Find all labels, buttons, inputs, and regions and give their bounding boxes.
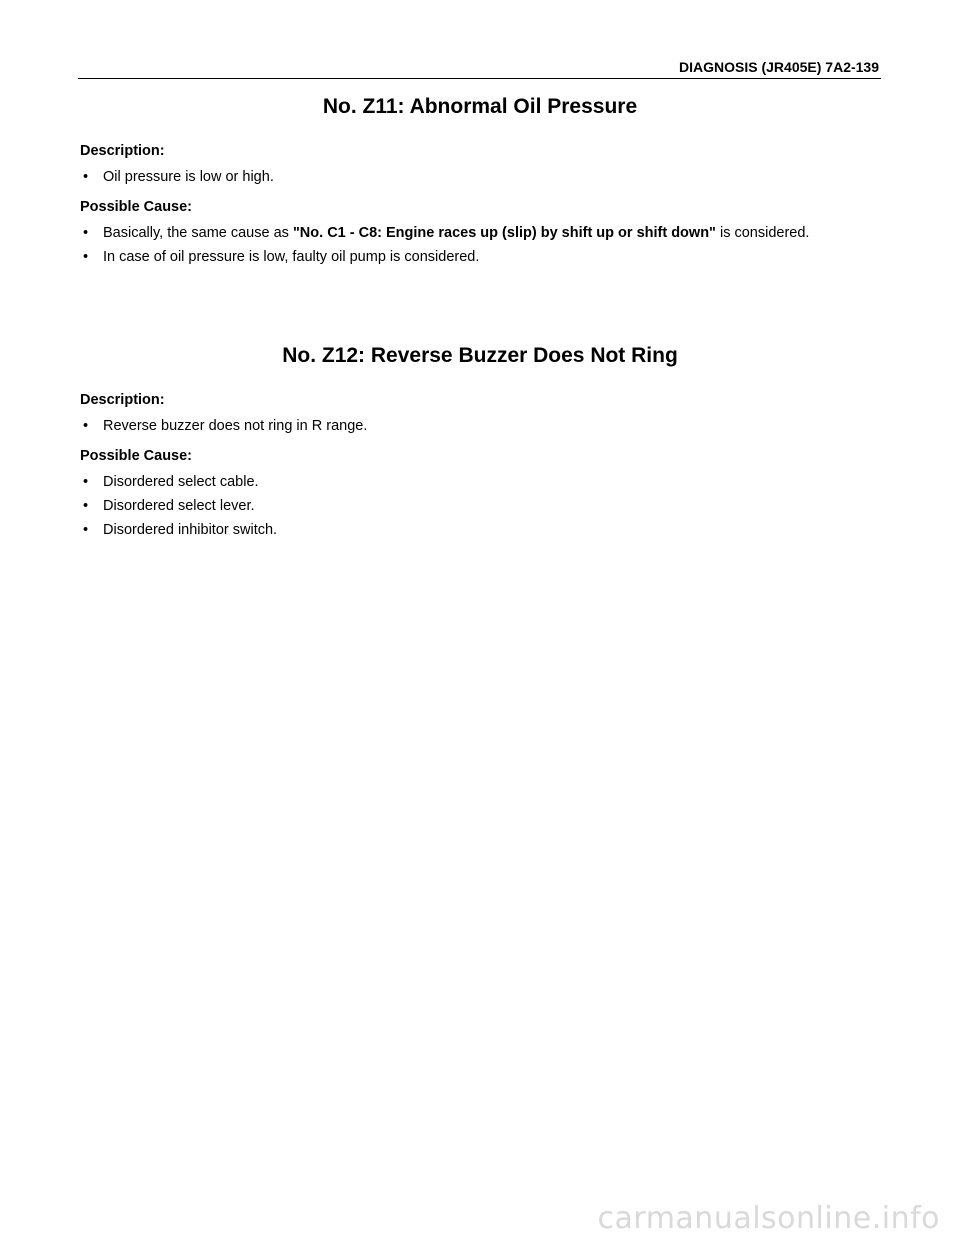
list-item (80, 224, 880, 242)
list-item (80, 168, 880, 186)
cause-list (80, 473, 880, 539)
bullet-icon: • (83, 498, 89, 514)
bullet-icon: • (83, 522, 89, 538)
description-list (80, 168, 880, 186)
section-z12 (80, 343, 880, 551)
section-title: No. Z12: Reverse Buzzer Does Not Ring (282, 344, 678, 367)
watermark: carmanualsonline.info (597, 1201, 940, 1236)
section-title: No. Z11: Abnormal Oil Pressure (322, 95, 638, 118)
cause-heading: Possible Cause: (80, 448, 193, 464)
list-item (80, 248, 880, 266)
description-list (80, 417, 880, 435)
page-header-title: DIAGNOSIS (JR405E) 7A2-139 (679, 59, 879, 75)
description-heading: Description: (80, 143, 165, 159)
list-item (80, 497, 880, 515)
section-z11 (80, 94, 880, 278)
list-item (80, 521, 880, 539)
bullet-icon: • (83, 169, 89, 185)
page-header (78, 58, 881, 79)
list-item (80, 473, 880, 491)
list-item-text: Disordered select lever. (103, 498, 255, 514)
cause-heading: Possible Cause: (80, 199, 193, 215)
list-item-text: In case of oil pressure is low, faulty oil pump is considered. (103, 249, 480, 265)
bullet-icon: • (83, 249, 89, 265)
cross-reference: "No. C1 - C8: Engine races up (slip) by shift up or shift down" (292, 225, 716, 241)
list-item-text-suffix: is considered. (715, 225, 810, 241)
list-item-text: Disordered select cable. (103, 474, 259, 490)
list-item-text: Oil pressure is low or high. (103, 169, 274, 185)
bullet-icon: • (83, 474, 89, 490)
list-item (80, 417, 880, 435)
list-item-text-prefix: Basically, the same cause as (103, 225, 293, 241)
bullet-icon: • (83, 225, 89, 241)
list-item-text: Disordered inhibitor switch. (103, 522, 278, 538)
list-item-text: Reverse buzzer does not ring in R range. (103, 418, 368, 434)
cause-list (80, 224, 880, 266)
description-heading: Description: (80, 392, 165, 408)
bullet-icon: • (83, 418, 89, 434)
